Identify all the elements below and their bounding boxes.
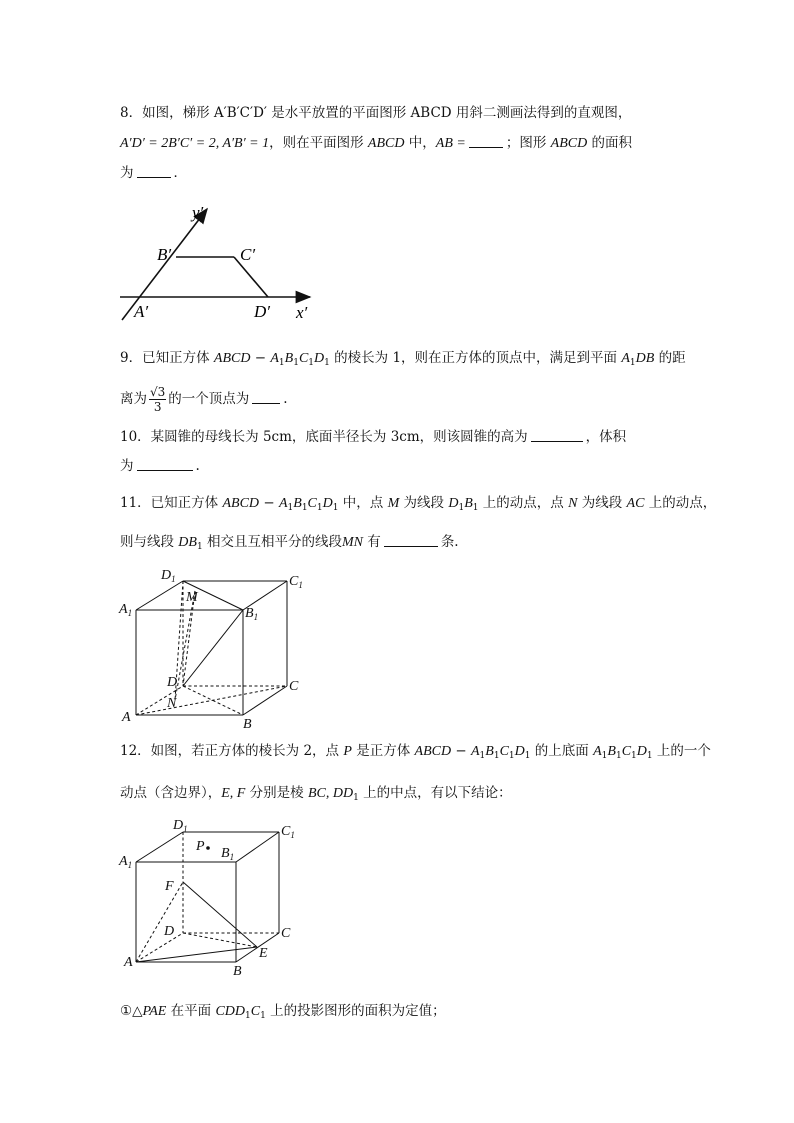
q8-text: ；图形 [505,135,551,151]
q8-figure-name: ABCD [550,136,588,151]
q9-sub: 1 [293,358,299,368]
q10-answer-blank-2[interactable] [137,458,193,471]
hidden-diag-d-b [183,686,243,715]
q9-math: DB [635,351,655,366]
q12-math: A [470,744,480,759]
q9-sub: 1 [324,358,330,368]
q9-text: . [283,391,288,407]
q11-line-1 [120,494,716,517]
q9-fraction-numerator: √3 [150,385,166,399]
q11-math: C [307,496,317,511]
label-c1: $C_1$ [289,574,303,590]
q8-trapezoid-figure [110,200,330,325]
q12-text: 分别是棱 [245,785,308,801]
q11-sub: 1 [332,503,339,513]
label-a1: $A_1$ [119,602,133,618]
label-n: N [167,696,177,711]
q10-line-1 [120,428,626,446]
label-d: D′ [254,302,270,321]
label-d: D [164,924,175,939]
q12-math: E, F [221,786,246,801]
q9-text: 的一个顶点为 [168,391,250,407]
q12-math: P [343,744,352,759]
q10-text: . [195,458,200,474]
q9-math: − [250,350,271,366]
segment-d-b1 [183,610,243,686]
q11-math: D [448,496,459,511]
label-m: M [186,590,198,605]
q9-math: B [284,351,294,366]
q11-text: 中，点 [338,495,388,511]
q8-text: 的面积 [587,135,632,151]
label-y: y′ [192,203,204,222]
q11-math: B [464,496,473,511]
edge-a1-d1 [136,832,183,862]
q12-sub: 1 [479,751,486,761]
q12-math: BC, DD [307,786,354,801]
q10-text: ，体积 [585,429,627,445]
q11-text: 有 [363,534,381,550]
q12-conclusion-1 [120,1002,446,1025]
q12-sub: 1 [260,1011,266,1021]
label-b1: $B_1$ [245,606,259,622]
q11-sub: 1 [287,503,294,513]
q12-math: D [514,744,525,759]
q8-answer-blank-2[interactable] [137,165,171,178]
label-d1: $D_1$ [173,818,188,834]
q11-math: A [278,496,288,511]
q9-math: A [621,351,630,366]
q10-text: 为 [120,458,134,474]
label-a1: $A_1$ [119,854,133,870]
q11-sub: 1 [196,542,203,552]
q12-sub: 1 [353,793,359,803]
q12-sub: 1 [493,751,500,761]
label-b: B′ [157,245,172,264]
q12-text: 动点（含边界）， [120,785,222,801]
q9-line-1 [120,349,686,372]
q10-line-2 [120,457,200,475]
q9-math: D [314,351,325,366]
q11-math: D [178,535,189,550]
q9-answer-blank[interactable] [252,391,280,404]
q11-cube-figure [115,565,315,730]
q9-text: 离为 [120,391,147,407]
label-b1: $B_1$ [221,846,235,862]
q12-sub: 1 [631,751,637,761]
q11-sub: 1 [316,503,323,513]
q12-sub: 1 [524,751,531,761]
q9-text: 的棱长为 1，则在正方体的顶点中，满足到平面 [329,350,622,366]
q12-text: 是正方体 [351,743,415,759]
q9-fraction-denominator: 3 [153,400,162,414]
edge-b1-c1 [236,832,279,862]
q11-answer-blank[interactable] [384,534,438,547]
q11-text: 上的动点，点 [478,495,569,511]
q11-math: MN [342,535,364,550]
q12-math: A [593,744,602,759]
label-c: C′ [240,245,256,264]
q12-sub: 1 [646,751,653,761]
q12-text: 在平面 [166,1003,216,1019]
q11-text: 为线段 [399,495,449,511]
label-a: A [122,710,131,725]
label-x: x′ [296,303,308,322]
hidden-segment-a-f [136,882,183,962]
q11-math: AC [626,496,645,511]
label-d: D [167,675,178,690]
point-p-dot [206,846,210,850]
q12-math: C [250,1004,261,1019]
q8-text: ，则在平面图形 [269,135,368,151]
q11-math: D [322,496,333,511]
q9-sub: 1 [278,358,285,368]
q11-math: M [387,496,400,511]
q12-line-1 [120,742,711,765]
q8-figure-name: ABCD [367,136,405,151]
q8-text: 为 [120,165,134,181]
q9-math: C [298,351,309,366]
q11-text: 相交且互相平分的线段 [202,534,343,550]
edge-b-c [243,686,287,715]
q12-math: − [451,743,471,759]
hidden-segment-m-d [183,591,195,686]
q8-line-1 [120,104,631,122]
q12-line-2 [120,784,512,807]
q8-line-3 [120,164,187,182]
segment-f-e [183,882,257,947]
q11-math: B [188,535,197,550]
q9-math: ABCD [213,351,251,366]
label-c: C [289,679,299,694]
label-c1: $C_1$ [281,824,295,840]
q12-text: 上的中点，有以下结论： [358,785,512,801]
q8-text: ． [173,165,187,181]
q11-text: 上的动点， [644,495,717,511]
label-f: F [165,879,174,894]
q9-text: 9．已知正方体 [120,350,214,366]
edge-a1-d1 [136,581,183,610]
q12-cube-figure [115,815,315,980]
q12-text: 上的一个 [652,743,711,759]
hidden-segment-d-e [183,933,257,947]
q12-math: CDD [215,1004,246,1019]
q9-sub: 1 [629,358,636,368]
q8-text: 中， [404,135,436,151]
q9-sub: 1 [308,358,315,368]
q12-text: 上的投影图形的面积为定值； [265,1003,446,1019]
q12-math: D [636,744,647,759]
q11-text: 11．已知正方体 [120,495,223,511]
q11-text: 条. [440,534,459,550]
label-b: B [243,717,252,732]
label-p: P [196,839,205,854]
label-d1: $D_1$ [161,568,176,584]
q12-math: B [485,744,494,759]
q11-text: 则与线段 [120,534,179,550]
q12-sub: 1 [601,751,608,761]
q12-math: PAE [142,1004,167,1019]
hidden-edge-a-d [136,933,183,962]
q11-line-2 [120,533,459,556]
q9-math: A [270,351,279,366]
q11-sub: 1 [301,503,308,513]
q8-condition: A′D′ = 2B′C′ = 2, A′B′ = 1 [120,136,270,151]
edge-b-c [236,933,279,962]
q8-text-1: 8．如图，梯形 A′B′C′D′ 是水平放置的平面图形 ABCD 用斜二测画法得到的直观图， [120,105,632,121]
q11-math: − [259,495,279,511]
q11-math: ABCD [222,496,260,511]
label-b: B [233,964,242,979]
q12-math: C [621,744,632,759]
q12-math: ABCD [414,744,452,759]
q11-sub: 1 [472,503,479,513]
label-e: E [259,946,268,961]
q11-math: N [568,496,578,511]
q12-text: 的上底面 [530,743,594,759]
q12-sub: 1 [245,1011,251,1021]
q8-line-2 [120,134,632,153]
q9-line-2 [120,384,288,414]
q12-math: B [607,744,616,759]
q9-fraction [149,385,166,414]
q12-sub: 1 [508,751,515,761]
q10-text: 10．某圆锥的母线长为 5cm，底面半径长为 3cm，则该圆锥的高为 [120,429,528,445]
label-a: A [124,955,133,970]
q12-math: C [499,744,509,759]
q11-sub: 1 [458,503,465,513]
label-c: C [281,926,291,941]
q12-text: ①△ [120,1003,143,1019]
q8-answer-blank-1[interactable] [469,135,503,148]
q10-answer-blank-1[interactable] [531,429,583,442]
q9-text: 的距 [654,350,686,366]
q11-math: B [293,496,302,511]
label-a: A′ [134,302,149,321]
q11-text: 为线段 [577,495,627,511]
q12-sub: 1 [615,751,622,761]
q8-ab-label: AB = [435,136,466,151]
q12-text: 12．如图，若正方体的棱长为 2，点 [120,743,344,759]
